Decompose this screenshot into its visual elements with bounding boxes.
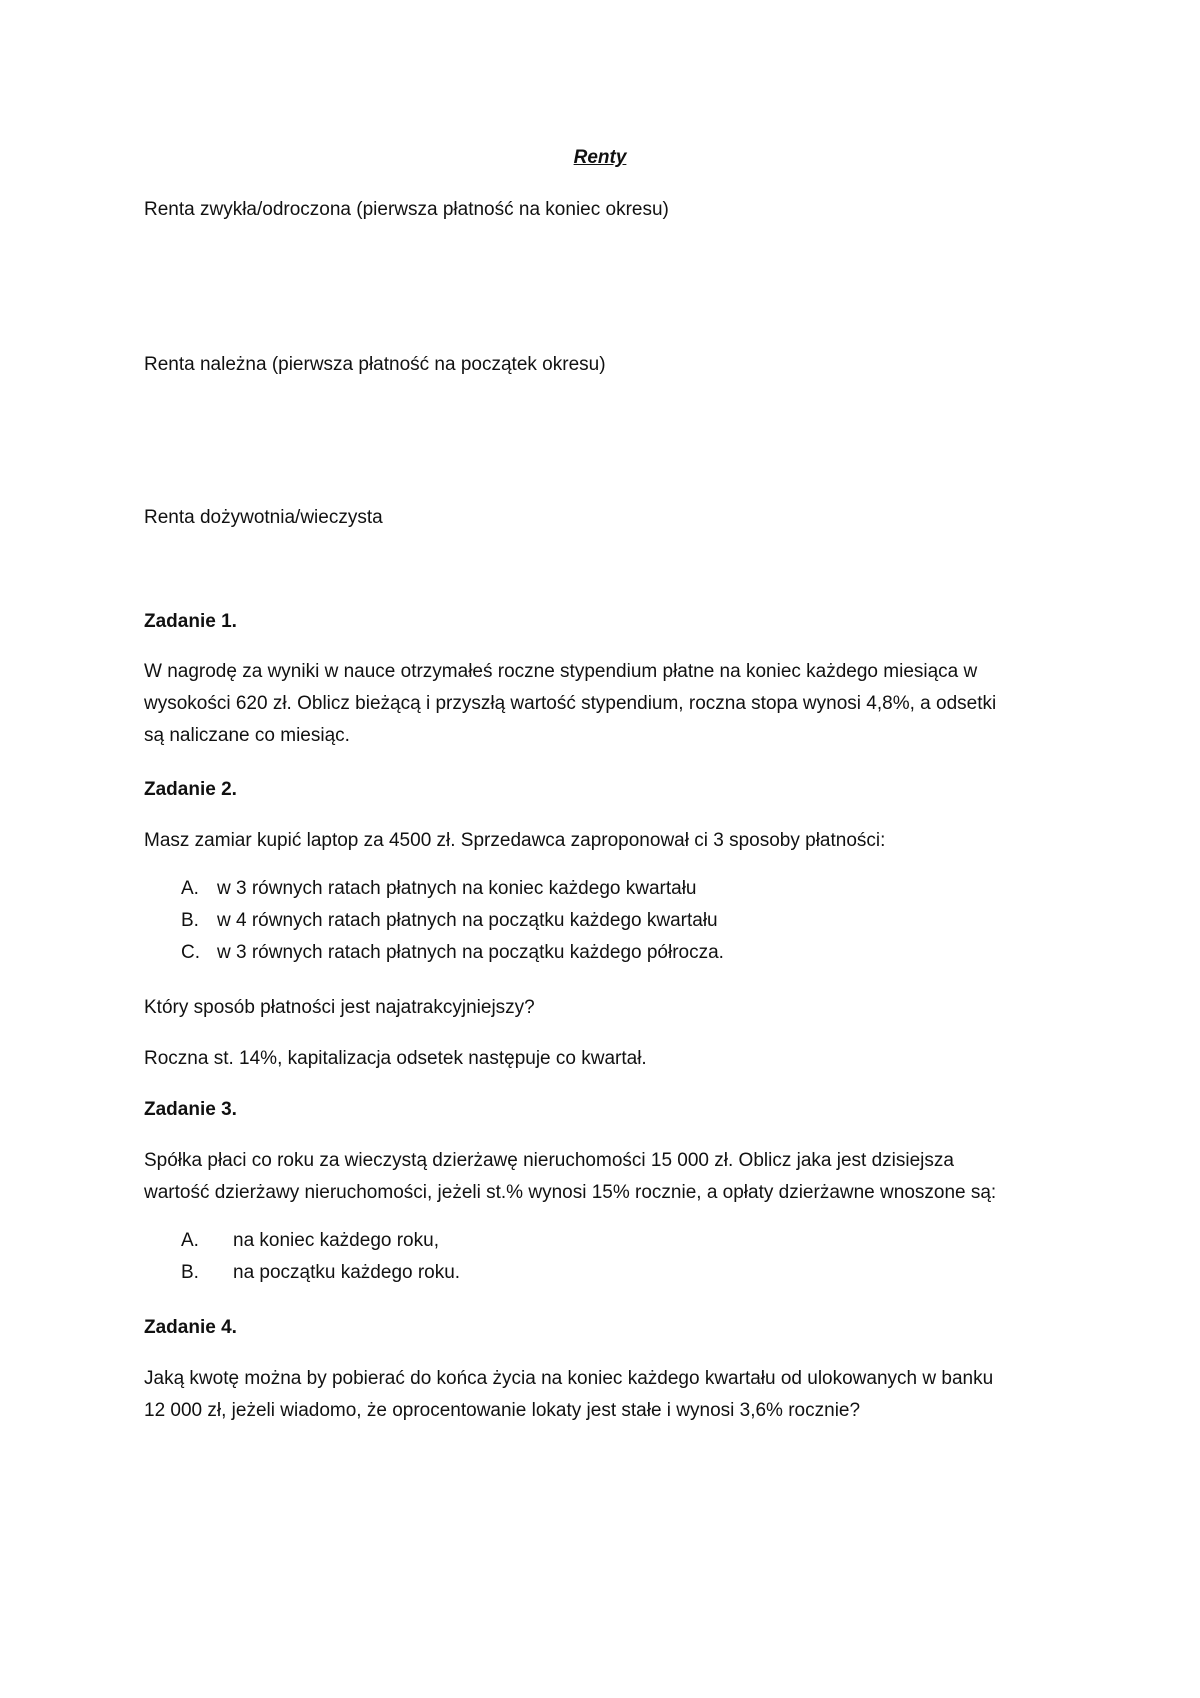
list-marker: A. [181, 878, 199, 899]
task-2-note: Roczna st. 14%, kapitalizacja odsetek następuje co kwartał. [144, 1048, 647, 1069]
list-item [144, 1257, 1064, 1289]
task-3-line: Spółka płaci co roku za wieczystą dzierżawę nieruchomości 15 000 zł. Oblicz jaka jest dzisiejsza [144, 1150, 954, 1171]
task-4-line: Jaką kwotę można by pobierać do końca życia na koniec każdego kwartału od ulokowanych w banku [144, 1368, 994, 1389]
task-4-heading: Zadanie 4. [144, 1317, 237, 1338]
list-item-text: na początku każdego roku. [233, 1262, 461, 1283]
document-title: Renty [573, 147, 627, 168]
list-item-text: na koniec każdego roku, [233, 1230, 439, 1251]
definition-ordinary-annuity: Renta zwykła/odroczona (pierwsza płatność na koniec okresu) [144, 199, 669, 220]
list-item-text: w 3 równych ratach płatnych na koniec każdego kwartału [217, 878, 697, 899]
task-2-intro: Masz zamiar kupić laptop za 4500 zł. Sprzedawca zaproponował ci 3 sposoby płatności: [144, 830, 886, 851]
task-4-body [144, 1363, 1064, 1427]
definition-annuity-due: Renta należna (pierwsza płatność na początek okresu) [144, 354, 606, 375]
task-2-question: Który sposób płatności jest najatrakcyjniejszy? [144, 997, 535, 1018]
task-3-body [144, 1145, 1064, 1209]
task-3-line: wartość dzierżawy nieruchomości, jeżeli st.% wynosi 15% rocznie, a opłaty dzierżawne wnoszone są: [144, 1182, 997, 1203]
task-3-options [144, 1225, 1064, 1289]
list-item [144, 873, 1064, 905]
list-marker: B. [181, 1262, 199, 1283]
list-item-text: w 3 równych ratach płatnych na początku każdego półrocza. [217, 942, 724, 963]
task-1-line: W nagrodę za wyniki w nauce otrzymałeś roczne stypendium płatne na koniec każdego miesiąca w [144, 661, 978, 682]
list-item [144, 937, 1064, 969]
list-marker: A. [181, 1230, 199, 1251]
list-marker: B. [181, 910, 199, 931]
list-item-text: w 4 równych ratach płatnych na początku każdego kwartału [217, 910, 718, 931]
task-3-heading: Zadanie 3. [144, 1099, 237, 1120]
list-item [144, 905, 1064, 937]
task-1-line: wysokości 620 zł. Oblicz bieżącą i przyszłą wartość stypendium, roczna stopa wynosi 4,8%, a odsetki [144, 693, 997, 714]
list-marker: C. [181, 942, 200, 963]
task-4-line: 12 000 zł, jeżeli wiadomo, że oprocentowanie lokaty jest stałe i wynosi 3,6% rocznie? [144, 1400, 861, 1421]
list-item [144, 1225, 1064, 1257]
task-2-heading: Zadanie 2. [144, 779, 237, 800]
task-1-line: są naliczane co miesiąc. [144, 725, 350, 746]
task-1-body [144, 656, 1064, 752]
task-2-options [144, 873, 1064, 969]
task-1-heading: Zadanie 1. [144, 611, 237, 632]
definition-perpetuity: Renta dożywotnia/wieczysta [144, 507, 383, 528]
